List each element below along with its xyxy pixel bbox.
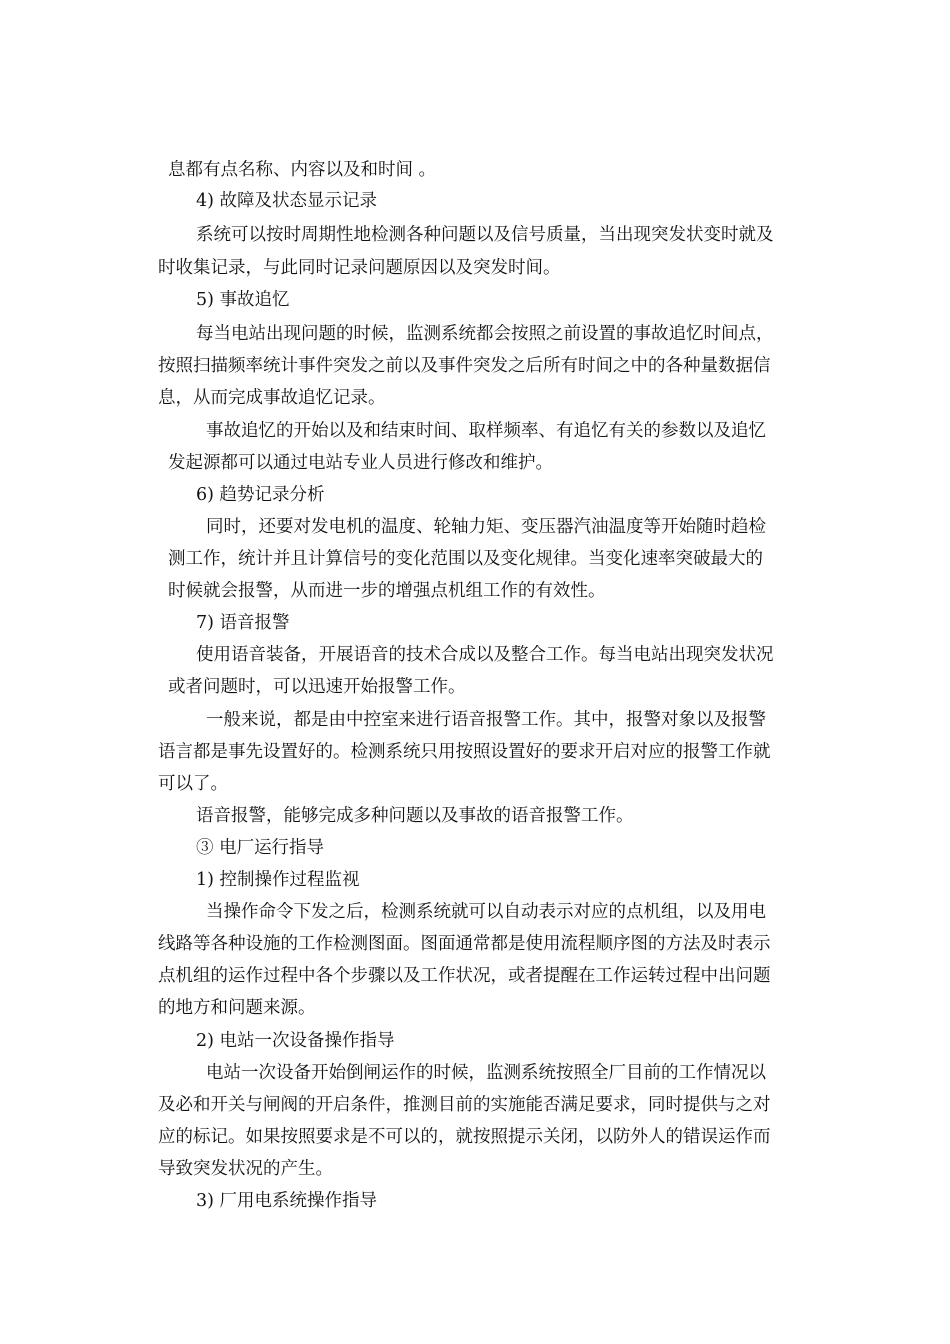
text-line: 息都有点名称、内容以及和时间 。 [168,160,437,180]
text-line: 时收集记录，与此同时记录问题原因以及突发时间。 [158,258,561,278]
heading-accident-recall: 5) 事故追忆 [196,290,290,310]
text-line: 事故追忆的开始以及和结束时间、取样频率、有追忆有关的参数以及追忆 [206,421,766,441]
text-line: 语音报警，能够完成多种问题以及事故的语音报警工作。 [196,806,634,826]
text-line: 当操作命令下发之后，检测系统就可以自动表示对应的点机组，以及用电 [206,902,766,922]
text-line: 导致突发状况的产生。 [158,1159,333,1179]
text-line: 息，从而完成事故追忆记录。 [158,388,386,408]
text-line: 可以了。 [158,774,228,794]
text-line: 语言都是事先设置好的。检测系统只用按照设置好的要求开启对应的报警工作就 [158,742,771,762]
heading-trend-analysis: 6) 趋势记录分析 [196,485,325,505]
heading-primary-equipment-guidance: 2) 电站一次设备操作指导 [196,1031,395,1051]
text-line: 电站一次设备开始倒闸运作的时候，监测系统按照全厂目前的工作情况以 [206,1063,766,1083]
heading-fault-status-record: 4) 故障及状态显示记录 [196,191,378,211]
text-line: 及必和开关与闸阀的开启条件，推测目前的实施能否满足要求，同时提供与之对 [158,1095,771,1115]
text-line: 时候就会报警，从而进一步的增强点机组工作的有效性。 [168,581,606,601]
text-line: 应的标记。如果按照要求是不可以的，就按照提示关闭，以防外人的错误运作而 [158,1127,771,1147]
text-line: 的地方和问题来源。 [158,998,316,1018]
text-line: 每当电站出现问题的时候，监测系统都会按照之前设置的事故追忆时间点， [196,324,774,344]
text-line: 发起源都可以通过电站专业人员进行修改和维护。 [168,453,553,473]
heading-plant-operation-guidance: ③ 电厂运行指导 [196,838,325,858]
text-line: 系统可以按时周期性地检测各种问题以及信号质量，当出现突发状变时就及 [196,225,774,245]
text-line: 点机组的运作过程中各个步骤以及工作状况，或者提醒在工作运转过程中出问题 [158,966,771,986]
heading-voice-alarm: 7) 语音报警 [196,613,290,633]
text-line: 一般来说，都是由中控室来进行语音报警工作。其中，报警对象以及报警 [206,710,766,730]
text-line: 使用语音装备，开展语音的技术合成以及整合工作。每当电站出现突发状况 [196,645,774,665]
text-line: 按照扫描频率统计事件突发之前以及事件突发之后所有时间之中的各种量数据信 [158,356,771,376]
heading-station-power-guidance: 3) 厂用电系统操作指导 [196,1191,378,1211]
heading-control-process-monitoring: 1) 控制操作过程监视 [196,870,360,890]
text-line: 同时，还要对发电机的温度、轮轴力矩、变压器汽油温度等开始随时趋检 [206,517,766,537]
text-line: 或者问题时，可以迅速开始报警工作。 [168,677,466,697]
text-line: 测工作，统计并且计算信号的变化范围以及变化规律。当变化速率突破最大的 [168,549,763,569]
text-line: 线路等各种设施的工作检测图面。图面通常都是使用流程顺序图的方法及时表示 [158,934,771,954]
